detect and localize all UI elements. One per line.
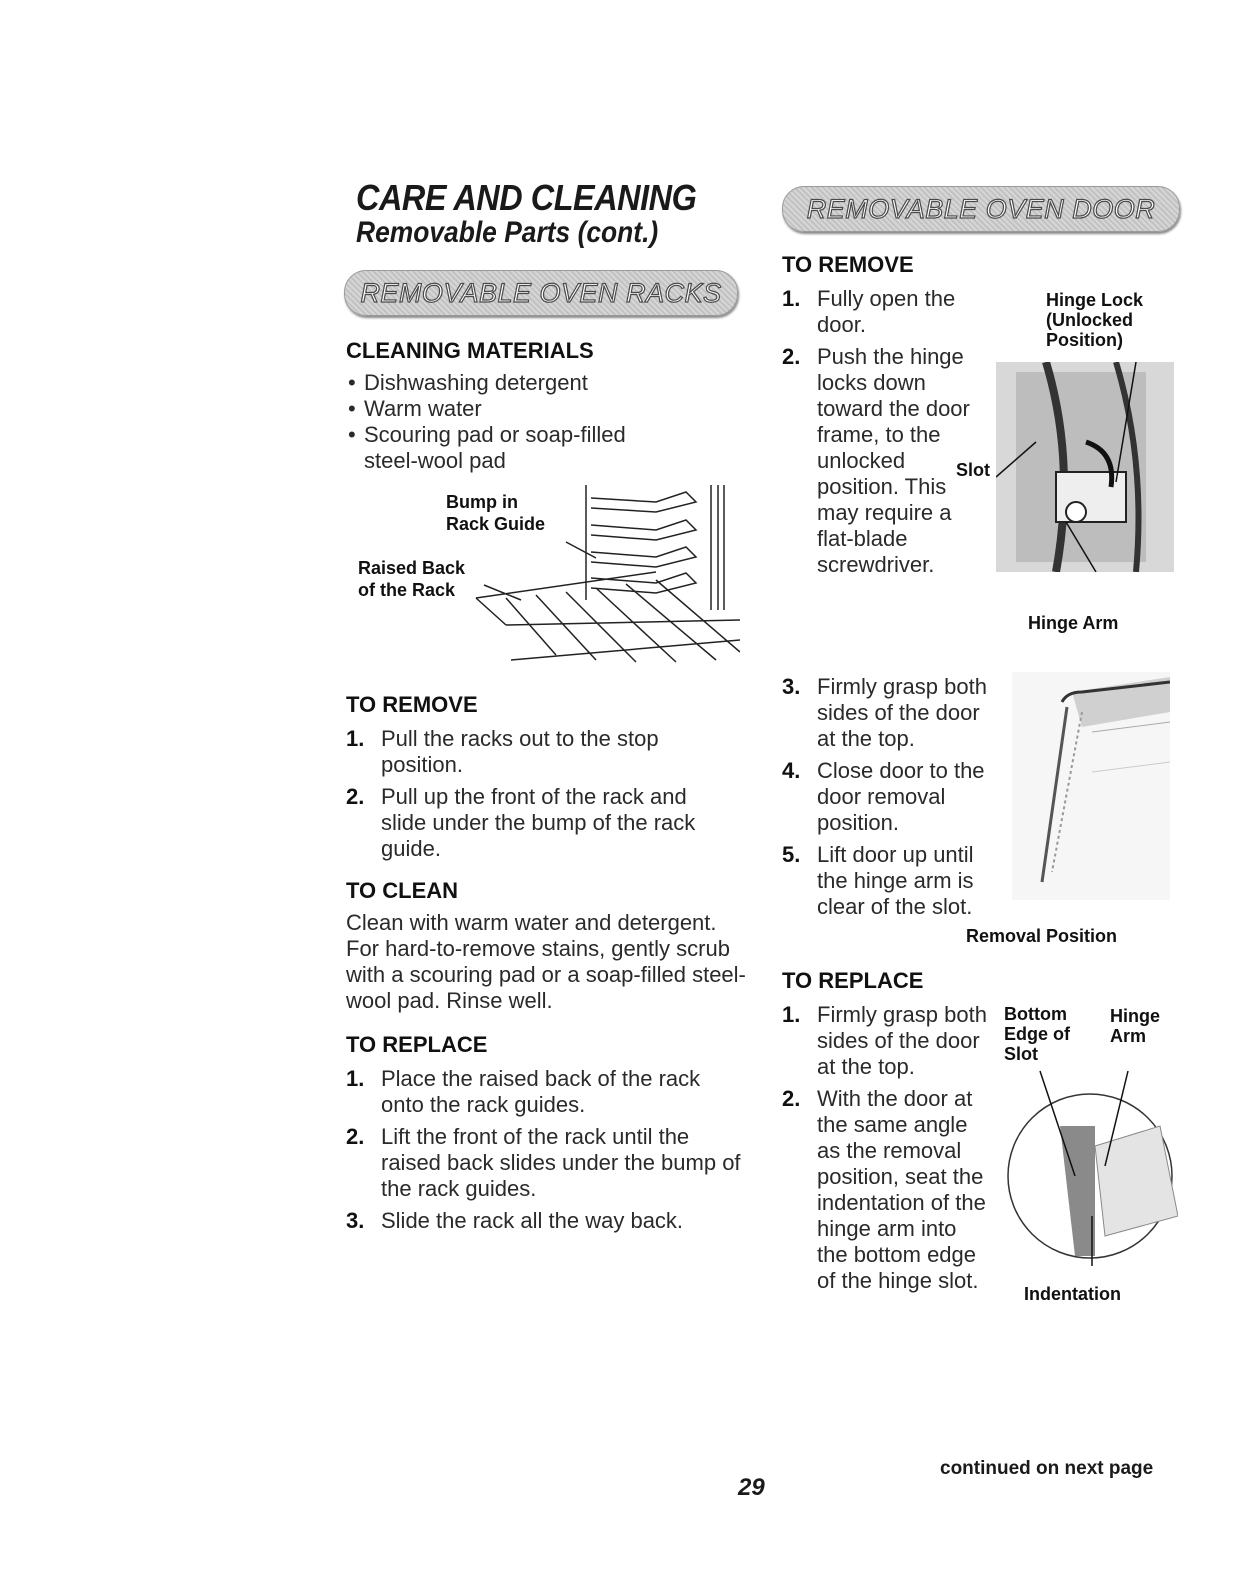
list-item: 2. Pull up the front of the rack and slide under the bump of the rack guide.	[346, 784, 696, 861]
hinge-lock-figure	[996, 362, 1174, 572]
list-item: 2. With the door at the same angle as the removal position, seat the indentation of the hinge arm into the bottom edge of the hinge slot.	[782, 1086, 986, 1293]
cleaning-materials-heading: CLEANING MATERIALS	[346, 338, 594, 363]
hinge-arm-detail-illustration	[1000, 1066, 1178, 1266]
label-bump-1: Bump in	[446, 492, 518, 512]
list-item: • Warm water	[346, 396, 646, 422]
removal-position-illustration	[1012, 672, 1170, 900]
label-bottom-3: Slot	[1004, 1044, 1038, 1064]
continued-note: continued on next page	[940, 1458, 1154, 1479]
door-remove-heading: TO REMOVE	[782, 252, 914, 277]
label-raised-1: Raised Back	[358, 558, 466, 578]
list-item: 1. Place the raised back of the rack onto the rack guides.	[346, 1066, 701, 1117]
list-item: 1. Firmly grasp both sides of the door at the top.	[782, 1002, 987, 1079]
banner-racks-text: REMOVABLE OVEN RACKS	[360, 277, 722, 308]
list-item: • Dishwashing detergent	[346, 370, 646, 396]
section-banner-racks	[344, 270, 738, 316]
page-title: CARE AND CLEANING	[356, 177, 697, 218]
label-bottom-2: Edge of	[1004, 1024, 1070, 1044]
list-item: 1. Fully open the door.	[782, 286, 956, 337]
label-hinge-2: Arm	[1110, 1026, 1147, 1046]
label-raised-2: of the Rack	[358, 580, 456, 600]
racks-replace-list	[346, 1066, 742, 1240]
label-bump-2: Rack Guide	[446, 514, 546, 534]
door-replace-list	[782, 1002, 992, 1300]
racks-clean-text: Clean with warm water and detergent. For hard-to-remove stains, gently scrub with a scouring pad or a soap-filled steel-wool pad. Rinse well.	[346, 910, 746, 1013]
label-removal-position: Removal Position	[966, 926, 1118, 946]
hinge-arm-detail-figure	[1000, 1066, 1178, 1266]
page-number: 29	[738, 1474, 765, 1501]
racks-replace-heading: TO REPLACE	[346, 1032, 488, 1057]
label-hinge-lock-1: Hinge Lock	[1046, 290, 1144, 310]
banner-door-text: REMOVABLE OVEN DOOR	[806, 193, 1156, 224]
removal-position-figure	[1012, 672, 1170, 900]
list-item: 3. Slide the rack all the way back.	[346, 1208, 684, 1233]
label-hinge-lock-3: Position)	[1046, 330, 1123, 350]
list-item: 3. Firmly grasp both sides of the door at the top.	[782, 674, 987, 751]
list-item: 2. Lift the front of the rack until the raised back slides under the bump of the rack guides.	[346, 1124, 741, 1201]
section-banner-door	[782, 186, 1180, 232]
door-remove-list-a	[782, 286, 987, 584]
racks-remove-heading: TO REMOVE	[346, 692, 478, 717]
door-replace-heading: TO REPLACE	[782, 968, 924, 993]
list-item: • Scouring pad or soap-filled steel-wool pad	[346, 422, 646, 474]
list-item: 2. Push the hinge locks down toward the door frame, to the unlocked position. This may require a flat-blade screwdriver.	[782, 344, 970, 577]
label-hinge-lock-2: (Unlocked	[1046, 310, 1134, 330]
label-hinge-arm: Hinge Arm	[1028, 613, 1119, 633]
list-item: 4. Close door to the door removal position.	[782, 758, 985, 835]
racks-remove-list	[346, 726, 726, 868]
door-remove-list-b	[782, 674, 1002, 926]
list-item: 5. Lift door up until the hinge arm is clear of the slot.	[782, 842, 974, 919]
page-subtitle: Removable Parts (cont.)	[356, 216, 659, 249]
hinge-lock-illustration	[996, 362, 1174, 572]
racks-clean-heading: TO CLEAN	[346, 878, 459, 903]
label-slot: Slot	[956, 460, 990, 480]
label-hinge-1: Hinge	[1110, 1006, 1161, 1026]
materials-list	[346, 370, 646, 474]
list-item: 1. Pull the racks out to the stop position.	[346, 726, 659, 777]
label-indentation: Indentation	[1024, 1284, 1121, 1304]
label-bottom-1: Bottom	[1004, 1004, 1067, 1024]
